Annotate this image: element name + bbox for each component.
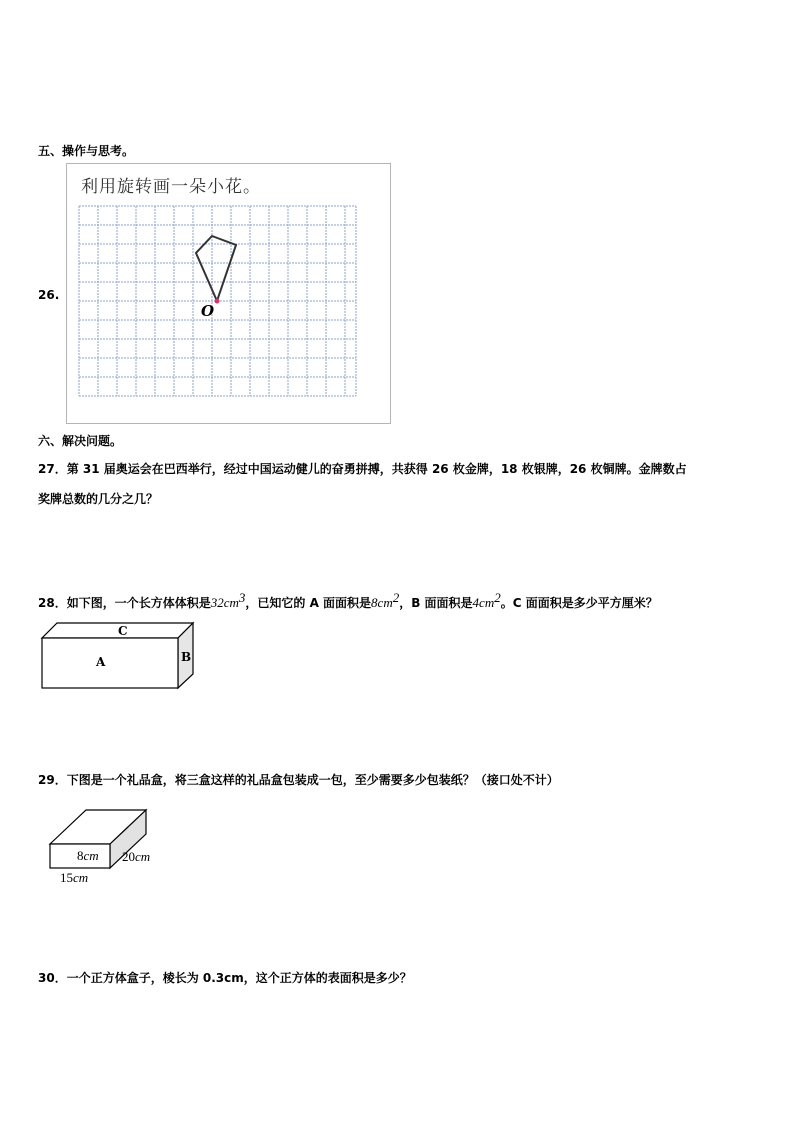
- question-28-text-b: ，已知它的 A 面面积是: [245, 596, 372, 610]
- question-28-number: 28．: [38, 596, 67, 610]
- question-30-number: 30．: [38, 971, 67, 985]
- question-26-figure: [66, 163, 391, 424]
- a-face-exponent: 2: [392, 590, 400, 605]
- a-face-unit: cm: [377, 595, 393, 610]
- gift-box-length-label: 15cm: [60, 870, 89, 885]
- question-27: [38, 460, 687, 477]
- question-28: [38, 590, 658, 611]
- b-face-unit: cm: [479, 595, 495, 610]
- rotation-center-point: [215, 299, 220, 304]
- kite-petal-shape: [196, 236, 236, 301]
- question-28-text-a: 如下图，一个长方体体积是: [66, 596, 211, 610]
- gift-box-height-label: 8cm: [77, 848, 99, 863]
- rotation-grid: [67, 164, 390, 423]
- question-27-number: 27．: [38, 462, 67, 476]
- volume-value: 32: [210, 595, 224, 610]
- cuboid-front-face: [42, 638, 178, 688]
- question-29-text: 下图是一个礼品盒，将三盒这样的礼品盒包装成一包，至少需要多少包装纸？（接口处不计）: [66, 773, 559, 787]
- volume-exponent: 3: [238, 590, 246, 605]
- point-o-label: O: [201, 302, 215, 320]
- question-30: [38, 969, 412, 986]
- question-30-text: 一个正方体盒子，棱长为 0.3cm，这个正方体的表面积是多少？: [66, 971, 412, 985]
- figure-caption: 利用旋转画一朵小花。: [81, 177, 261, 197]
- gift-box-depth-label: 20cm: [122, 849, 151, 864]
- question-29-number: 29．: [38, 773, 67, 787]
- face-b-label: B: [181, 650, 192, 664]
- question-27-line2: 奖牌总数的几分之几？: [38, 492, 159, 506]
- face-c-label: C: [118, 624, 128, 638]
- question-28-text-c: ，B 面面积是: [399, 596, 473, 610]
- volume-unit: cm: [223, 595, 239, 610]
- section-five-heading: 五、操作与思考。: [38, 144, 135, 158]
- question-29: [38, 771, 559, 788]
- question-28-text-d: 。C 面面积是多少平方厘米？: [500, 596, 658, 610]
- section-six-heading: 六、解决问题。: [38, 434, 123, 448]
- question-27-line1: 第 31 届奥运会在巴西举行，经过中国运动健儿的奋勇拼搏，共获得 26 枚金牌，18 枚银牌，26 枚铜牌。金牌数占: [66, 462, 687, 476]
- b-face-exponent: 2: [494, 590, 501, 605]
- b-face-value: 4: [472, 595, 480, 610]
- face-a-label: A: [96, 655, 106, 669]
- question-26-number: 26.: [38, 288, 60, 302]
- a-face-value: 8: [371, 595, 378, 610]
